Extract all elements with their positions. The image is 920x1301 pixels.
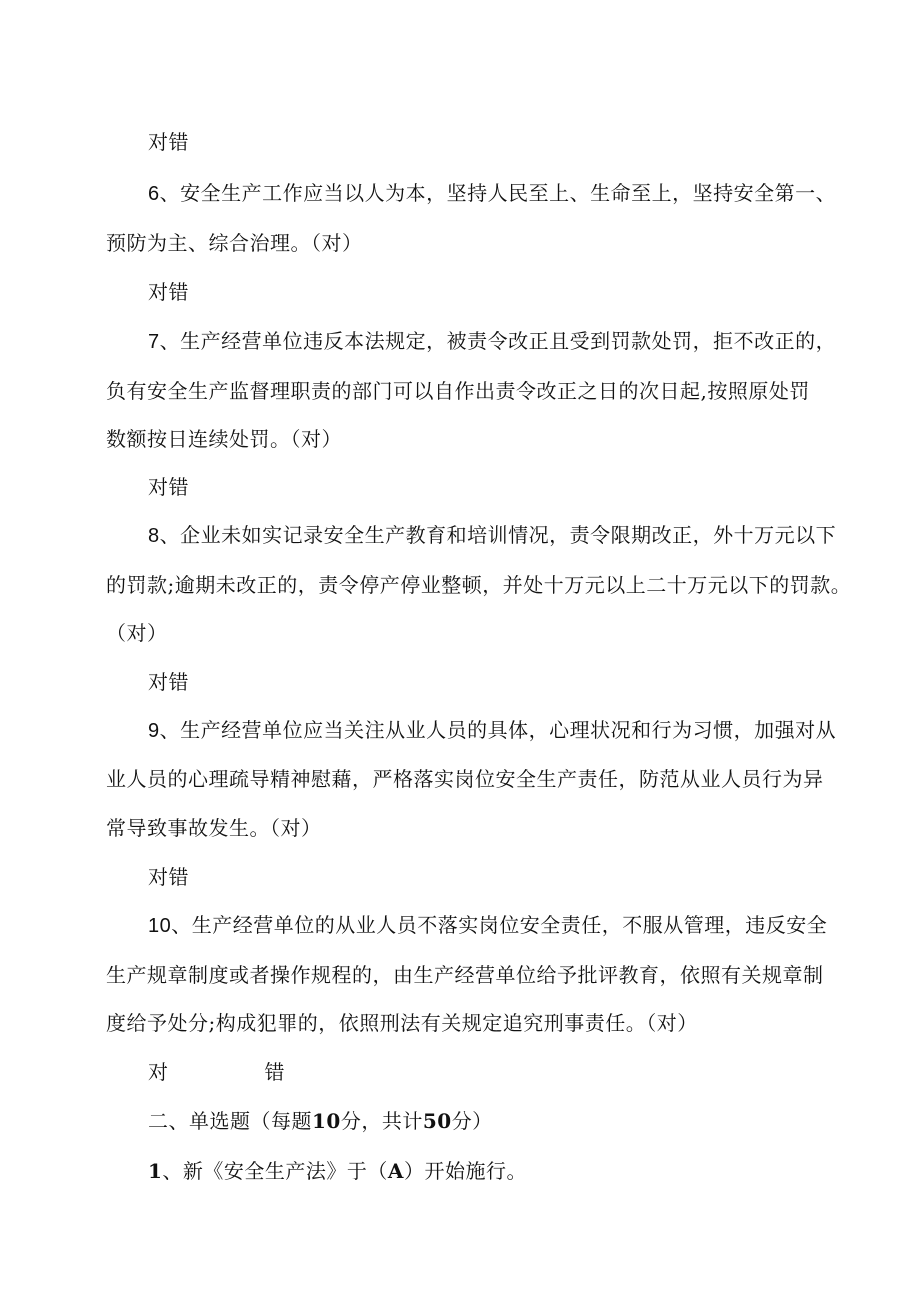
answer-letter: A: [387, 1159, 404, 1183]
question-9-line-1: [106, 717, 836, 744]
question-9-line-2: 业人员的心理疏导精神慰藉，严格落实岗位安全生产责任，防范从业人员行为异: [106, 767, 824, 791]
answer-true[interactable]: 对: [148, 1060, 169, 1084]
question-number: 6: [148, 183, 160, 205]
answer-choice[interactable]: 对错: [148, 475, 189, 499]
question-text: 、生产经营单位应当关注从业人员的具体，心理状况和行为习惯，加强对从: [159, 718, 837, 742]
question-6-line-1: [106, 180, 836, 207]
question-number: 1: [148, 1159, 163, 1183]
answer-choice-row: [148, 129, 189, 155]
question-text: 、生产经营单位违反本法规定，被责令改正且受到罚款处罚，拒不改正的，: [159, 329, 837, 353]
answer-choice[interactable]: 对错: [148, 670, 189, 694]
question-number: 10: [148, 915, 172, 937]
answer-choice-row: [148, 474, 189, 500]
answer-choice-row: [148, 1059, 285, 1085]
question-7-line-2: 负有安全生产监督理职责的部门可以自作出责令改正之日的次日起,按照原处罚: [106, 379, 810, 403]
single-choice-question-1: 1、新《安全生产法》于（A）开始施行。: [148, 1159, 527, 1183]
points-total: 50: [422, 1109, 452, 1133]
question-8-line-1: [106, 522, 836, 549]
answer-choice-row: [148, 669, 189, 695]
question-text: 、生产经营单位的从业人员不落实岗位安全责任，不服从管理，违反安全: [171, 913, 828, 937]
answer-choice-row: [148, 279, 189, 305]
answer-choice[interactable]: 对错: [148, 280, 189, 304]
question-7-line-3: 数额按日连续处罚。（对）: [106, 427, 342, 451]
question-10-line-1: [106, 912, 827, 939]
question-10-line-3: 度给予处分;构成犯罪的，依照刑法有关规定追究刑事责任。（对）: [106, 1011, 698, 1035]
question-text: 、企业未如实记录安全生产教育和培训情况，责令限期改正，外十万元以下: [159, 523, 837, 547]
section-heading: 二、单选题（每题10分，共计50分）: [148, 1109, 493, 1133]
question-8-line-2: 的罚款;逾期未改正的，责令停产停业整顿，并处十万元以上二十万元以下的罚款。: [106, 573, 852, 597]
question-9-line-3: 常导致事故发生。（对）: [106, 816, 322, 840]
question-6-line-2: 预防为主、综合治理。（对）: [106, 231, 363, 255]
question-number: 8: [148, 525, 160, 547]
answer-choice[interactable]: 对错: [148, 865, 189, 889]
question-number: 9: [148, 720, 160, 742]
answer-choice-row: [148, 864, 189, 890]
answer-choice[interactable]: 对错: [148, 130, 189, 154]
points-each: 10: [312, 1109, 341, 1133]
answer-false[interactable]: 错: [264, 1060, 285, 1084]
question-10-line-2: 生产规章制度或者操作规程的，由生产经营单位给予批评教育，依照有关规章制: [106, 963, 824, 987]
question-8-line-3: （对）: [106, 621, 168, 645]
question-number: 7: [148, 331, 160, 353]
question-text: 、安全生产工作应当以人为本，坚持人民至上、生命至上，坚持安全第一、: [159, 181, 837, 205]
question-7-line-1: [106, 328, 836, 355]
